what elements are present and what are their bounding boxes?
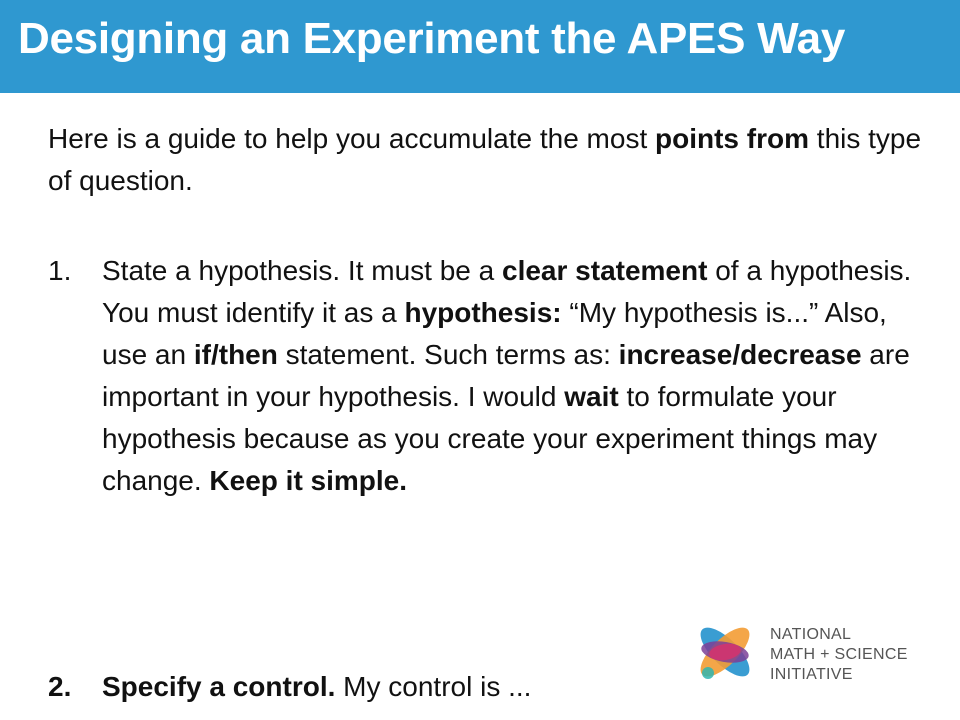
list-item-1 [48, 250, 928, 502]
item1-bold-1: clear statement [502, 255, 708, 286]
item1-bold-3: if/then [193, 339, 278, 370]
list-number-1: 1. [48, 255, 72, 286]
item1-bold-5: wait [564, 381, 619, 412]
item2-text-1: My control is ... [335, 671, 532, 702]
intro-bold-1: points from [655, 123, 810, 154]
logo-line-2: MATH + SCIENCE [770, 646, 908, 663]
item1-text-5: are important in your hypothesis. I would [102, 339, 910, 412]
logo-line-1: NATIONAL [770, 626, 852, 643]
item1-bold-6: Keep it simple. [209, 465, 408, 496]
list-number-2: 2. [48, 671, 72, 702]
item1-text-3: “My hypothesis is...” Also, use an [102, 297, 887, 370]
title-bar [0, 0, 960, 93]
item1-bold-4: increase/decrease [618, 339, 862, 370]
list-item-1-text [102, 250, 928, 502]
nmsi-logo [690, 615, 940, 695]
nmsi-logo-icon [690, 617, 760, 687]
slide-title: Designing an Experiment the APES Way [18, 14, 846, 63]
item1-text-4: statement. Such terms as: [277, 339, 619, 370]
item2-bold-1: Specify a control. [102, 671, 336, 702]
logo-line-3: INITIATIVE [770, 666, 853, 683]
intro-text-1: Here is a guide to help you accumulate the most [48, 123, 656, 154]
intro-paragraph [48, 118, 928, 202]
item1-text-1: State a hypothesis. It must be a [102, 255, 502, 286]
item1-text-2: of a hypothesis. You must identify it as a [102, 255, 912, 328]
nmsi-logo-text [770, 625, 908, 685]
item1-text-6: to formulate your hypothesis because as you create your experiment things may change. [102, 381, 878, 496]
intro-text-2: this type of question. [48, 123, 922, 196]
item1-bold-2: hypothesis: [404, 297, 562, 328]
